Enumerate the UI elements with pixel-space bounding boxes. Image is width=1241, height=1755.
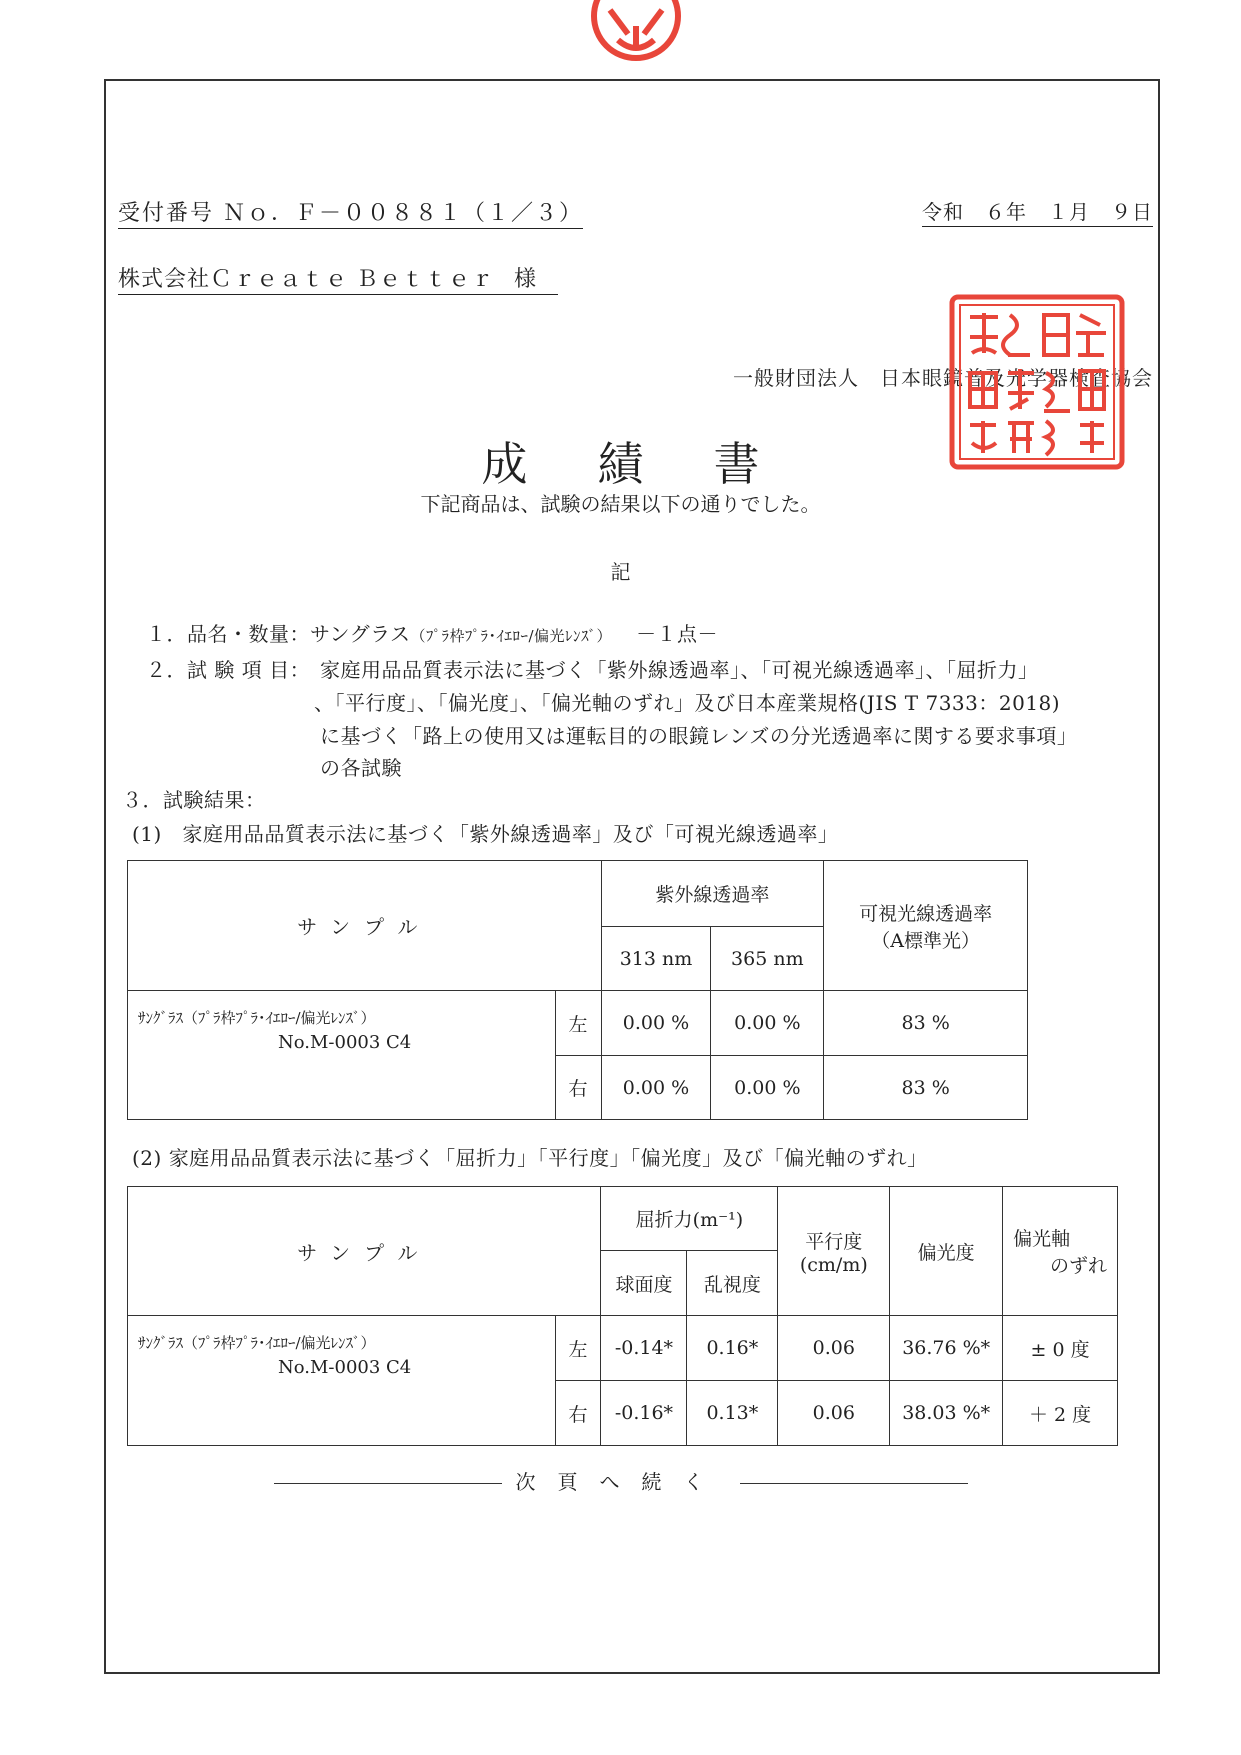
- table2-astig: 0.16*: [687, 1316, 778, 1381]
- ki-mark: 記: [610, 560, 631, 584]
- table1-sample-model: No.M-0003 C4: [278, 1032, 412, 1053]
- uv-visible-table: [127, 860, 1028, 1120]
- table2-header-parallel-line1: 平行度: [805, 1230, 863, 1253]
- table1-header-uv: 紫外線透過率: [601, 861, 824, 927]
- table1-uv313: 0.00 %: [601, 991, 711, 1056]
- issuer-name: 一般財団法人 日本眼鏡普及光学器検査協会: [733, 366, 1153, 390]
- table1-header-365: 365 nm: [711, 927, 824, 991]
- table1-sample-cell: [128, 991, 556, 1120]
- table2-header-axis-line2: のずれ: [1049, 1255, 1107, 1277]
- power-table: [127, 1186, 1118, 1446]
- table2-header-sphere: 球面度: [601, 1251, 687, 1316]
- continue-notice: [0, 1466, 1241, 1495]
- item-1: [146, 618, 718, 647]
- table1-uv365: 0.00 %: [711, 1056, 824, 1120]
- table1-header-313: 313 nm: [601, 927, 711, 991]
- table1-header-visible-line2: （A標準光）: [871, 929, 980, 952]
- table2-polarization: 36.76 %*: [890, 1316, 1003, 1381]
- client-name: [118, 262, 558, 295]
- table2-side: 右: [555, 1381, 601, 1446]
- section-2-heading: (2) 家庭用品品質表示法に基づく「屈折力」「平行度」「偏光度」及び「偏光軸のずれ」: [132, 1146, 928, 1170]
- receipt-number: 受付番号 Ｎｏ．Ｆ－００８８１（１／３）: [118, 196, 583, 229]
- item-2-line-4: の各試験: [320, 756, 402, 780]
- top-seal-stamp: [588, 0, 684, 80]
- table1-visible: 83 %: [824, 1056, 1028, 1120]
- table2-polarization: 38.03 %*: [890, 1381, 1003, 1446]
- table2-sample-cell: [128, 1316, 556, 1446]
- continue-right-rule: [740, 1483, 968, 1484]
- client-company: 株式会社Ｃｒｅａｔｅ Ｂｅｔｔｅｒ: [118, 267, 494, 292]
- continue-left-rule: [274, 1483, 502, 1484]
- table2-parallel: 0.06: [778, 1381, 890, 1446]
- table2-header-polarization: 偏光度: [890, 1187, 1003, 1316]
- table2-header-axis-line1: 偏光軸: [1013, 1228, 1071, 1250]
- table1-visible: 83 %: [824, 991, 1028, 1056]
- item-1-label: １．品名・数量：: [146, 622, 310, 646]
- page-title: 成績書: [481, 437, 830, 491]
- table-row: [128, 1316, 1118, 1381]
- table1-header-sample: サンプル: [128, 861, 602, 991]
- table2-sample-name: ｻﾝｸﾞﾗｽ（ﾌﾟﾗ枠ﾌﾟﾗ･ｲｴﾛｰ/偏光ﾚﾝｽﾞ）: [138, 1334, 376, 1352]
- item-2-line-1: 家庭用品品質表示法に基づく「紫外線透過率」、「可視光線透過率」、「屈折力」: [320, 658, 1039, 682]
- table2-header-axis: [1003, 1187, 1118, 1316]
- item-1-quantity: －１点－: [636, 622, 719, 646]
- table2-header-power: 屈折力(m⁻¹): [601, 1187, 778, 1251]
- table1-sample-name: ｻﾝｸﾞﾗｽ（ﾌﾟﾗ枠ﾌﾟﾗ･ｲｴﾛｰ/偏光ﾚﾝｽﾞ）: [138, 1009, 376, 1027]
- table1-uv365: 0.00 %: [711, 991, 824, 1056]
- item-1-value: サングラス: [310, 622, 411, 646]
- table1-header-visible: [824, 861, 1028, 991]
- table2-astig: 0.13*: [687, 1381, 778, 1446]
- item-2-line-2: 、「平行度」、「偏光度」、「偏光軸のずれ」及び日本産業規格(JIS T 7333：2018): [314, 691, 1061, 715]
- item-1-value-detail: （ﾌﾟﾗ枠ﾌﾟﾗ･ｲｴﾛｰ/偏光ﾚﾝｽﾞ）: [410, 627, 613, 645]
- section-1-heading: (1) 家庭用品品質表示法に基づく「紫外線透過率」及び「可視光線透過率」: [132, 822, 839, 846]
- table2-header-parallel-line2: (cm/m): [799, 1253, 868, 1276]
- table1-side: 右: [555, 1056, 601, 1120]
- table2-axis: ＋ 2 度: [1003, 1381, 1118, 1446]
- table2-axis: ± 0 度: [1003, 1316, 1118, 1381]
- table2-parallel: 0.06: [778, 1316, 890, 1381]
- client-honorific: 様: [514, 267, 538, 292]
- table2-header-parallel: [778, 1187, 890, 1316]
- issue-date: 令和 ６年 １月 ９日: [922, 196, 1153, 227]
- item-2-label: ２．試 験 項 目：: [146, 658, 311, 682]
- table2-side: 左: [555, 1316, 601, 1381]
- item-3-label: ３．試験結果：: [122, 788, 266, 812]
- table1-uv313: 0.00 %: [601, 1056, 711, 1120]
- table-row: [128, 991, 1028, 1056]
- page-subtitle: 下記商品は、試験の結果以下の通りでした。: [420, 492, 821, 516]
- table2-sphere: -0.16*: [601, 1381, 687, 1446]
- continue-text: 次頁へ続く: [515, 1470, 726, 1494]
- table2-header-astig: 乱視度: [687, 1251, 778, 1316]
- item-2-line-3: に基づく「路上の使用又は運転目的の眼鏡レンズの分光透過率に関する要求事項」: [320, 724, 1078, 748]
- table1-header-visible-line1: 可視光線透過率: [859, 902, 993, 925]
- table2-sphere: -0.14*: [601, 1316, 687, 1381]
- table1-side: 左: [555, 991, 601, 1056]
- table2-sample-model: No.M-0003 C4: [278, 1357, 412, 1378]
- table2-header-sample: サンプル: [128, 1187, 601, 1316]
